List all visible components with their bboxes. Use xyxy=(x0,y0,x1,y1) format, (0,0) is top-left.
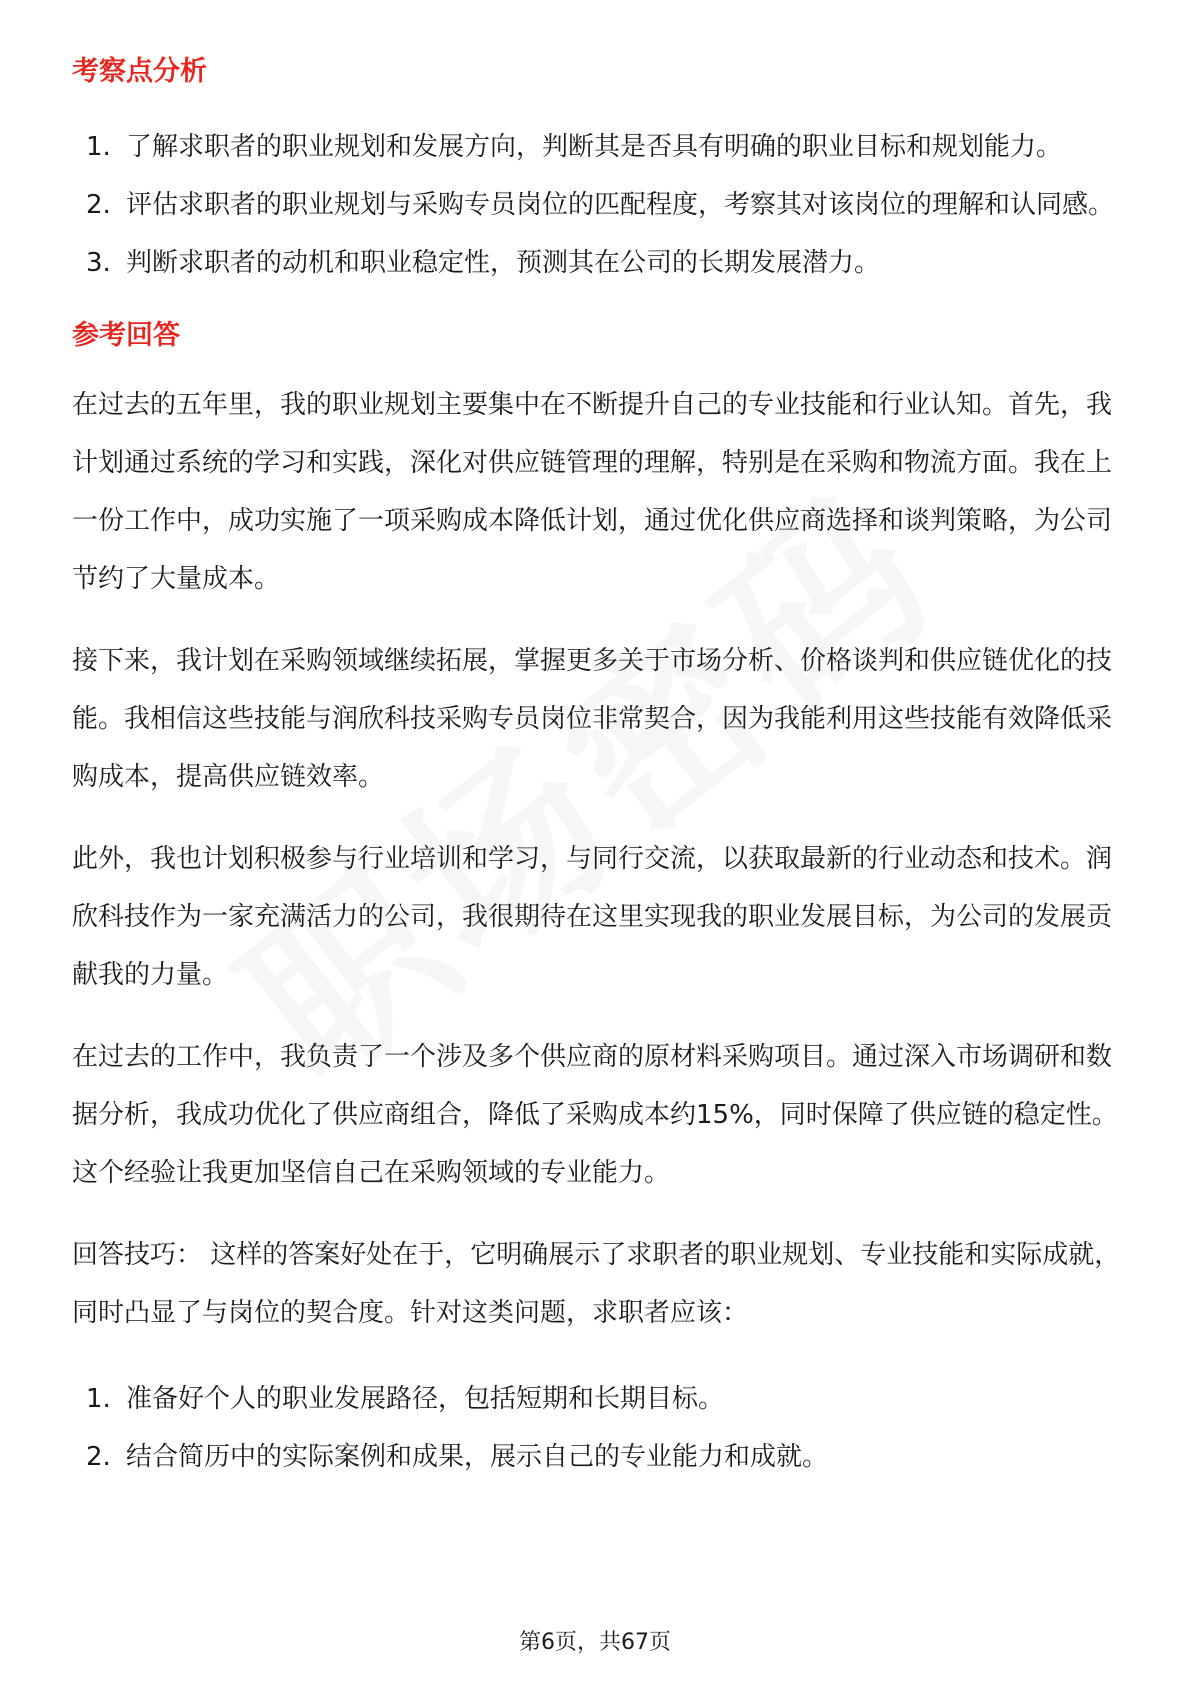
page-footer: 第6页，共67页 xyxy=(519,1630,671,1655)
list-item xyxy=(72,1370,1122,1428)
list-item xyxy=(72,234,1122,292)
section-heading-reference-answer: 参考回答 xyxy=(72,320,180,351)
list-number: 2. xyxy=(86,1442,111,1472)
list-text: 准备好个人的职业发展路径，包括短期和长期目标。 xyxy=(126,1384,725,1414)
document-page xyxy=(72,48,1122,1486)
answer-paragraph: 在过去的五年里，我的职业规划主要集中在不断提升自己的专业技能和行业认知。首先，我计划通过系统的学习和实践，深化对供应链管理的理解，特别是在采购和物流方面。我在上一份工作中，成功实施了一项采购成本降低计划，通过优化供应商选择和谈判策略，为公司节约了大量成本。 xyxy=(72,390,1113,594)
answer-paragraph: 接下来，我计划在采购领域继续拓展，掌握更多关于市场分析、价格谈判和供应链优化的技能。我相信这些技能与润欣科技采购专员岗位非常契合，因为我能利用这些技能有效降低采购成本，提高供应链效率。 xyxy=(72,646,1113,792)
list-text: 评估求职者的职业规划与采购专员岗位的匹配程度，考察其对该岗位的理解和认同感。 xyxy=(126,190,1115,220)
list-item xyxy=(72,1428,1122,1486)
section-heading-analysis: 考察点分析 xyxy=(72,56,207,87)
list-item xyxy=(72,176,1122,234)
list-text: 结合简历中的实际案例和成果，展示自己的专业能力和成就。 xyxy=(126,1442,829,1472)
list-item xyxy=(72,118,1122,176)
list-number: 1. xyxy=(86,132,111,162)
tips-paragraph: 回答技巧： 这样的答案好处在于，它明确展示了求职者的职业规划、专业技能和实际成就，同时凸显了与岗位的契合度。针对这类问题，求职者应该： xyxy=(72,1240,1121,1328)
list-number: 3. xyxy=(86,248,111,278)
list-text: 判断求职者的动机和职业稳定性，预测其在公司的长期发展潜力。 xyxy=(126,248,881,278)
answer-paragraph: 此外，我也计划积极参与行业培训和学习，与同行交流，以获取最新的行业动态和技术。润欣科技作为一家充满活力的公司，我很期待在这里实现我的职业发展目标，为公司的发展贡献我的力量。 xyxy=(72,844,1113,990)
tips-list xyxy=(72,1370,1122,1486)
analysis-list xyxy=(72,118,1122,292)
list-number: 1. xyxy=(86,1384,111,1414)
list-number: 2. xyxy=(86,190,111,220)
list-text: 了解求职者的职业规划和发展方向，判断其是否具有明确的职业目标和规划能力。 xyxy=(126,132,1063,162)
answer-paragraph: 在过去的工作中，我负责了一个涉及多个供应商的原材料采购项目。通过深入市场调研和数据分析，我成功优化了供应商组合，降低了采购成本约15%，同时保障了供应链的稳定性。这个经验让我更加坚信自己在采购领域的专业能力。 xyxy=(72,1042,1118,1188)
